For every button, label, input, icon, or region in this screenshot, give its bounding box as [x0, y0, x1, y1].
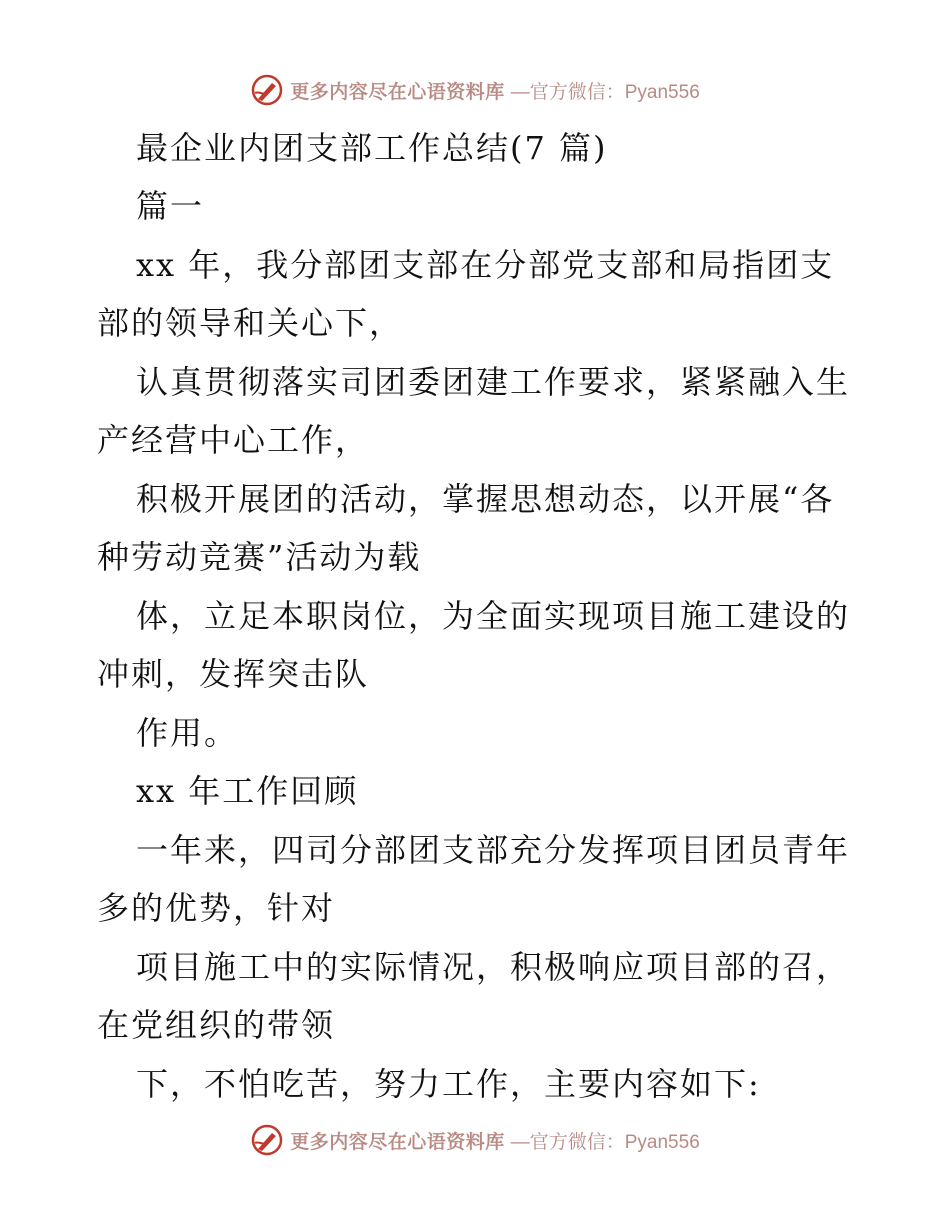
paragraph-line: 多的优势，针对 — [97, 889, 336, 927]
paragraph-line: 积极开展团的活动，掌握思想动态，以开展“各 — [136, 480, 835, 518]
paragraph-line: 项目施工中的实际情况，积极响应项目部的召， — [136, 948, 851, 986]
paragraph-line: 认真贯彻落实司团委团建工作要求，紧紧融入生 — [136, 363, 851, 401]
paragraph-line: 产经营中心工作， — [97, 421, 370, 459]
header-watermark — [0, 70, 950, 110]
paragraph-line: 体，立足本职岗位，为全面实现项目施工建设的 — [136, 597, 851, 635]
paragraph-line: 种劳动竞赛”活动为载 — [97, 538, 422, 576]
paragraph-line: 下，不怕吃苦，努力工作，主要内容如下: — [136, 1065, 761, 1103]
document-title: 最企业内团支部工作总结(7 篇) — [136, 129, 608, 167]
paragraph-line: 一年来，四司分部团支部充分发挥项目团员青年 — [136, 831, 851, 869]
paragraph-line: 在党组织的带领 — [97, 1006, 336, 1044]
section-subheading: xx 年工作回顾 — [136, 772, 359, 810]
pen-logo-icon — [250, 73, 284, 107]
section-heading: 篇一 — [136, 187, 205, 225]
paragraph-line: 部的领导和关心下， — [97, 304, 404, 342]
paragraph-line: xx 年，我分部团支部在分部党支部和局指团支 — [136, 246, 835, 284]
watermark-wechat-text: —官方微信：Pyan556 — [510, 81, 700, 103]
watermark-site-text: 更多内容尽在心语资料库 — [290, 1130, 505, 1153]
paragraph-line: 冲刺，发挥突击队 — [97, 655, 370, 693]
paragraph-line: 作用。 — [136, 714, 239, 752]
footer-watermark — [0, 1120, 950, 1160]
watermark-site-text: 更多内容尽在心语资料库 — [290, 80, 505, 103]
pen-logo-icon — [250, 1123, 284, 1157]
watermark-wechat-text: —官方微信：Pyan556 — [510, 1131, 700, 1153]
